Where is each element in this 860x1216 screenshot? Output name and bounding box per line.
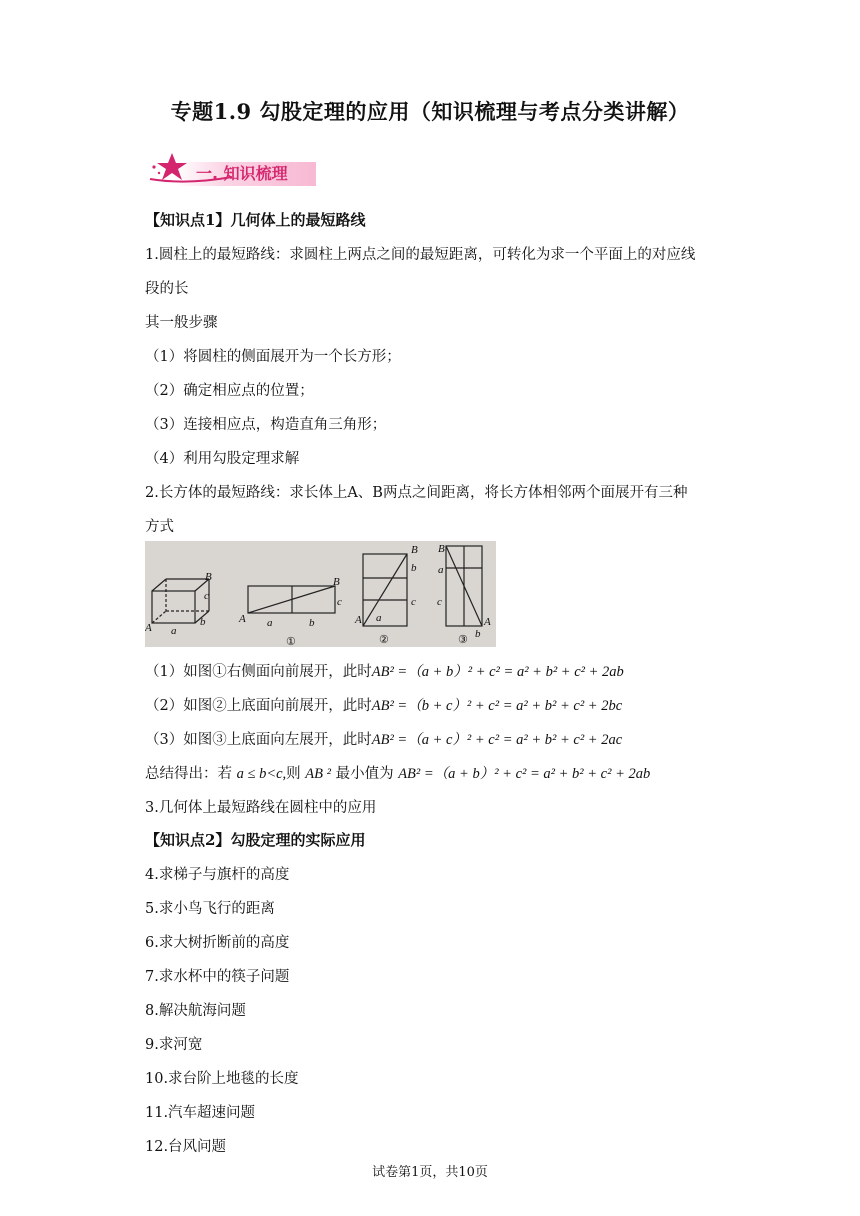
kp2-item: 9.求河宽 [145, 1037, 203, 1053]
summary-math: AB² =（a + b）² + c² = a² + b² + c² + 2ab [398, 766, 651, 782]
kp1-p3: 3.几何体上最短路线在圆柱中的应用 [145, 800, 377, 816]
step-2: （2）确定相应点的位置； [145, 383, 314, 399]
fig-label-a3: a [376, 612, 382, 624]
kp1-p1-line1: 1.圆柱上的最短路线：求圆柱上两点之间的最短距离，可转化为求一个平面上的对应线 [145, 247, 696, 263]
fig-label-a4: a [438, 564, 444, 576]
formula-3-math: AB² =（a + c）² + c² = a² + b² + c² + 2ac [371, 732, 623, 748]
fig-number-1: ① [286, 636, 296, 647]
kp2-item: 5.求小鸟飞行的距离 [145, 901, 275, 917]
kp2-item: 11.汽车超速问题 [145, 1105, 256, 1121]
page-footer: 试卷第1页，共10页 [372, 1165, 488, 1180]
fig-label-A1: A [145, 622, 152, 634]
summary-text2: 最小值为 [335, 766, 394, 782]
unfolding-figure [145, 541, 496, 647]
formula-3 [145, 728, 622, 749]
fig-label-c4: c [437, 596, 442, 608]
kp2-item: 10.求台阶上地毯的长度 [145, 1071, 299, 1087]
fig-label-B4: B [438, 543, 445, 555]
section-banner [146, 151, 318, 189]
fig-number-2: ② [379, 634, 389, 646]
kp1-p1-line2: 段的长 [145, 281, 189, 297]
fig-label-b2: b [309, 617, 315, 629]
summary-line [145, 762, 650, 783]
formula-2-math: AB² =（b + c）² + c² = a² + b² + c² + 2bc [371, 698, 623, 714]
kp2-item: 4.求梯子与旗杆的高度 [145, 867, 290, 883]
fig-label-A3: A [355, 614, 362, 626]
kp2-item: 8.解决航海问题 [145, 1003, 246, 1019]
step-3: （3）连接相应点，构造直角三角形； [145, 417, 387, 433]
formula-3-text: （3）如图③上底面向左展开，此时 [145, 732, 372, 748]
fig-label-a2: a [267, 617, 273, 629]
fig-label-a1: a [171, 625, 177, 637]
banner-label: 一. 知识梳理 [196, 164, 288, 183]
kp1-p2-line2: 方式 [145, 519, 174, 535]
fig-label-A4: A [484, 616, 491, 628]
fig-label-c2: c [337, 596, 342, 608]
page-title: 专题1.9 勾股定理的应用（知识梳理与考点分类讲解） [170, 99, 690, 124]
formula-2 [145, 694, 622, 715]
formula-1 [145, 660, 624, 681]
steps-title: 其一般步骤 [145, 315, 218, 331]
fig-label-b3: b [411, 562, 417, 574]
formula-1-math: AB² =（a + b）² + c² = a² + b² + c² + 2ab [371, 664, 624, 680]
fig-label-b1: b [200, 616, 206, 628]
fig-label-A2: A [239, 613, 246, 625]
fig-label-c3: c [411, 596, 416, 608]
summary-text: 总结得出：若 [145, 766, 232, 782]
fig-number-3: ③ [458, 634, 468, 646]
summary-condition: a ≤ b<c, [236, 766, 287, 782]
step-4: （4）利用勾股定理求解 [145, 451, 300, 467]
formula-2-text: （2）如图②上底面向前展开，此时 [145, 698, 372, 714]
fig-label-b4: b [475, 628, 481, 640]
formula-1-text: （1）如图①右侧面向前展开，此时 [145, 664, 372, 680]
kp2-heading: 【知识点2】勾股定理的实际应用 [145, 831, 366, 849]
kp2-item: 7.求水杯中的筷子问题 [145, 969, 290, 985]
kp2-item: 12.台风问题 [145, 1139, 227, 1155]
fig-label-B3: B [411, 544, 418, 556]
kp2-item: 6.求大树折断前的高度 [145, 935, 290, 951]
fig-label-B2: B [333, 576, 340, 588]
fig-label-c1: c [204, 590, 209, 602]
summary-mid: 则 [286, 766, 301, 782]
unfolding-diagram [145, 541, 496, 647]
step-1: （1）将圆柱的侧面展开为一个长方形； [145, 349, 401, 365]
summary-ab: AB ² [305, 766, 331, 782]
fig-label-B1: B [205, 571, 212, 583]
kp1-p2-line1: 2.长方体的最短路线：求长体上A、B两点之间距离，将长方体相邻两个面展开有三种 [145, 485, 688, 501]
kp1-heading: 【知识点1】几何体上的最短路线 [145, 211, 366, 229]
